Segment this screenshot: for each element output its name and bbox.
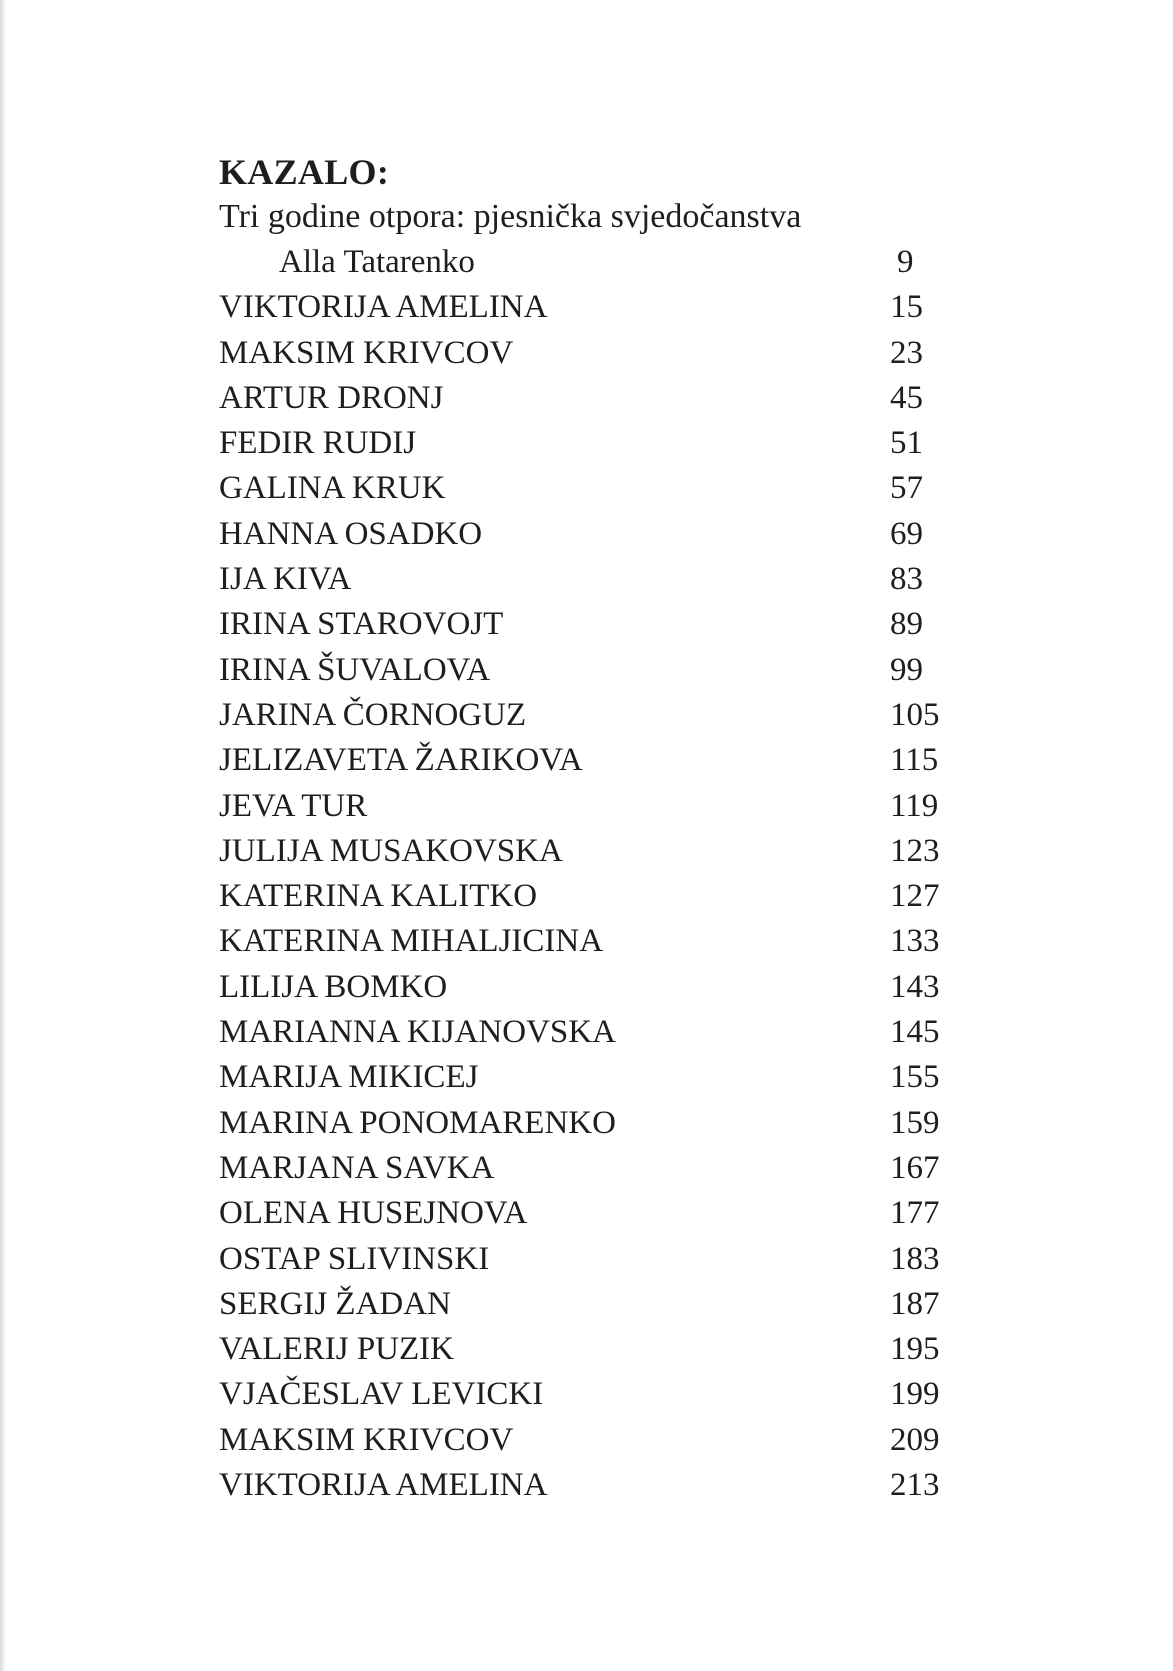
toc-entry-author: KATERINA MIHALJICINA: [219, 923, 604, 960]
toc-entry-page-number: 115: [890, 742, 939, 779]
toc-entry: [219, 376, 949, 421]
preface-author: Alla Tatarenko: [279, 244, 475, 280]
toc-entry-author: JULIJA MUSAKOVSKA: [219, 832, 563, 869]
toc-entry-page-number: 69: [890, 515, 923, 552]
toc-entry-author: LILIJA BOMKO: [219, 968, 448, 1005]
toc-entry: [219, 1463, 949, 1508]
toc-entry-author: MAKSIM KRIVCOV: [219, 1421, 514, 1458]
toc-entry-page-number: 195: [890, 1331, 940, 1368]
toc-entry-author: OSTAP SLIVINSKI: [219, 1240, 490, 1277]
toc-entry-author: VJAČESLAV LEVICKI: [219, 1376, 544, 1413]
toc-entry-author: MARIANNA KIJANOVSKA: [219, 1014, 616, 1051]
toc-entry: [219, 965, 949, 1010]
toc-entry-page-number: 155: [890, 1059, 940, 1096]
page-edge-shadow: [0, 0, 6, 1671]
toc-entry-page-number: 209: [890, 1421, 940, 1458]
toc-entry: [219, 557, 949, 602]
toc-entry-author: MARIJA MIKICEJ: [219, 1059, 479, 1096]
toc-entry-author: IRINA ŠUVALOVA: [219, 651, 491, 688]
toc-entry-author: VALERIJ PUZIK: [219, 1331, 454, 1368]
toc-entry-page-number: 45: [890, 379, 923, 416]
toc-entry: [219, 1055, 949, 1100]
toc-entry-page-number: 183: [890, 1240, 940, 1277]
toc-entry: [219, 919, 949, 964]
toc-entry-page-number: 57: [890, 470, 923, 507]
toc-entry: [219, 1237, 949, 1282]
toc-entry-page-number: 127: [890, 878, 940, 915]
toc-entry: [219, 331, 949, 376]
preface-author-row: [219, 240, 949, 285]
toc-entry: [219, 1418, 949, 1463]
toc-entry-page-number: 167: [890, 1149, 940, 1186]
toc-entry: [219, 874, 949, 919]
toc-entry: [219, 602, 949, 647]
toc-entry-page-number: 145: [890, 1014, 940, 1051]
toc-entry: [219, 1101, 949, 1146]
toc-entry: [219, 1372, 949, 1417]
toc-entry-page-number: 15: [890, 289, 923, 326]
toc-entry: [219, 1146, 949, 1191]
toc-entry-author: OLENA HUSEJNOVA: [219, 1195, 528, 1232]
preface-title: Tri godine otpora: pjesnička svjedočanstva: [219, 198, 802, 235]
toc-entry-author: HANNA OSADKO: [219, 515, 483, 552]
toc-entry-author: IJA KIVA: [219, 561, 352, 598]
toc-entry-author: ARTUR DRONJ: [219, 379, 444, 416]
toc-entry-author: KATERINA KALITKO: [219, 878, 538, 915]
toc-entry-author: FEDIR RUDIJ: [219, 425, 417, 462]
toc-entry: [219, 1282, 949, 1327]
toc-entry-author: MARINA PONOMARENKO: [219, 1104, 616, 1141]
toc-entry: [219, 738, 949, 783]
toc-entry-author: IRINA STAROVOJT: [219, 606, 504, 643]
preface-page-number: 9: [897, 244, 914, 280]
toc-entry: [219, 285, 949, 330]
toc-entry-author: VIKTORIJA AMELINA: [219, 289, 548, 326]
toc-entry-page-number: 159: [890, 1104, 940, 1141]
toc-entry-author: JELIZAVETA ŽARIKOVA: [219, 742, 583, 779]
toc-entry-page-number: 199: [890, 1376, 940, 1413]
toc-entry-page-number: 123: [890, 832, 940, 869]
toc-entry-page-number: 119: [890, 787, 939, 824]
toc-entry-author: MAKSIM KRIVCOV: [219, 334, 514, 371]
toc-entry: [219, 512, 949, 557]
toc-entry-page-number: 177: [890, 1195, 940, 1232]
toc-entry: [219, 1191, 949, 1236]
toc-entry-page-number: 89: [890, 606, 923, 643]
toc-entry-page-number: 105: [890, 696, 940, 733]
table-of-contents: [219, 150, 949, 1508]
toc-entry: [219, 421, 949, 466]
toc-entry-page-number: 133: [890, 923, 940, 960]
toc-heading: KAZALO:: [219, 152, 390, 192]
toc-entry-page-number: 23: [890, 334, 923, 371]
toc-entry-page-number: 143: [890, 968, 940, 1005]
toc-entry: [219, 1010, 949, 1055]
toc-entry-author: JEVA TUR: [219, 787, 368, 824]
toc-entry-page-number: 83: [890, 561, 923, 598]
toc-entry: [219, 648, 949, 693]
toc-entry-page-number: 213: [890, 1467, 940, 1504]
toc-entry: [219, 784, 949, 829]
toc-entry-page-number: 99: [890, 651, 923, 688]
toc-entry-author: MARJANA SAVKA: [219, 1149, 495, 1186]
toc-entry-author: JARINA ČORNOGUZ: [219, 696, 527, 733]
toc-entry: [219, 1327, 949, 1372]
toc-entry-page-number: 187: [890, 1285, 940, 1322]
toc-entry-author: SERGIJ ŽADAN: [219, 1285, 451, 1322]
toc-entry-page-number: 51: [890, 425, 923, 462]
toc-entry: [219, 466, 949, 511]
toc-entry-author: VIKTORIJA AMELINA: [219, 1467, 548, 1504]
toc-entry: [219, 829, 949, 874]
toc-entry-author: GALINA KRUK: [219, 470, 446, 507]
toc-entry: [219, 693, 949, 738]
toc-entries: [219, 285, 949, 1508]
